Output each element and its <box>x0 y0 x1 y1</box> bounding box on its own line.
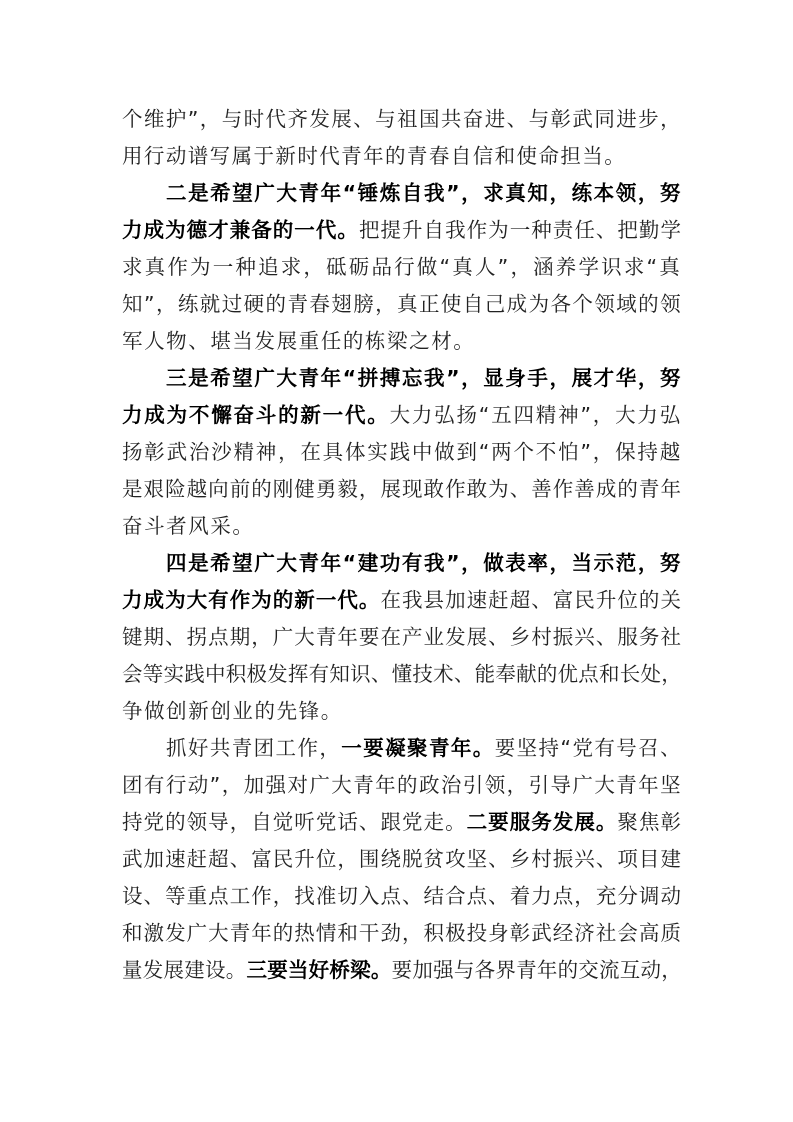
body-text: 大力弘扬“五四精神”，大力弘 <box>389 403 682 427</box>
text-line <box>122 360 682 397</box>
paragraph <box>122 730 682 989</box>
text-line <box>122 804 682 841</box>
body-text: 持党的领导，自觉听党话、跟党走。 <box>122 810 467 834</box>
text-line <box>122 138 682 175</box>
text-line <box>122 323 682 360</box>
body-text: 扬彰武治沙精神，在具体实践中做到“两个不怕”，保持越 <box>122 440 682 464</box>
bold-text: 四是希望广大青年“建功有我”，做表率，当示范，努 <box>166 551 682 575</box>
text-line <box>122 397 682 434</box>
body-text: 和激发广大青年的热情和干劲，积极投身彰武经济社会高质 <box>122 921 682 945</box>
text-line <box>122 878 682 915</box>
body-text: 个维护”，与时代齐发展、与祖国共奋进、与彰武同进步， <box>122 107 682 131</box>
text-line <box>122 175 682 212</box>
body-text: 把提升自我作为一种责任、把勤学 <box>358 218 683 242</box>
body-text: 量发展建设。 <box>122 958 247 982</box>
body-text: 武加速赶超、富民升位，围绕脱贫攻坚、乡村振兴、项目建 <box>122 847 682 871</box>
body-text: 在我县加速赶超、富民升位的关 <box>380 588 683 612</box>
text-line <box>122 656 682 693</box>
bold-text: 二要服务发展。 <box>466 810 618 834</box>
paragraph <box>122 101 682 175</box>
body-text: 会等实践中积极发挥有知识、懂技术、能奉献的优点和长处， <box>122 662 682 686</box>
body-text: 知”，练就过硬的青春翅膀，真正使自己成为各个领域的领 <box>122 292 682 316</box>
bold-text: 二是希望广大青年“锤炼自我”，求真知，练本领，努 <box>166 181 682 205</box>
bold-text: 三要当好桥梁。 <box>246 958 392 982</box>
text-line <box>122 582 682 619</box>
text-line <box>122 730 682 767</box>
body-text: 团有行动”，加强对广大青年的政治引领，引导广大青年坚 <box>122 773 682 797</box>
text-line <box>122 545 682 582</box>
text-line <box>122 508 682 545</box>
body-text: 聚焦彰 <box>617 810 683 834</box>
bold-text: 力成为大有作为的新一代。 <box>122 588 381 612</box>
bold-text: 力成为不懈奋斗的新一代。 <box>122 403 390 427</box>
body-text: 设、等重点工作，找准切入点、结合点、着力点，充分调动 <box>122 884 682 908</box>
bold-text: 力成为德才兼备的一代。 <box>122 218 359 242</box>
text-line <box>122 693 682 730</box>
body-text: 要加强与各界青年的交流互动， <box>391 958 683 982</box>
text-line <box>122 101 682 138</box>
document-page <box>122 101 682 989</box>
body-text: 用行动谱写属于新时代青年的青春自信和使命担当。 <box>122 144 627 168</box>
body-text: 抓好共青团工作， <box>166 736 342 760</box>
body-text: 是艰险越向前的刚健勇毅，展现敢作敢为、善作善成的青年 <box>122 477 682 501</box>
body-text: 争做创新创业的先锋。 <box>122 699 343 723</box>
body-text: 求真作为一种追求，砥砺品行做“真人”，涵养学识求“真 <box>122 255 682 279</box>
paragraph <box>122 545 682 730</box>
text-line <box>122 471 682 508</box>
text-line <box>122 212 682 249</box>
body-text: 奋斗者风采。 <box>122 514 255 538</box>
text-line <box>122 841 682 878</box>
text-line <box>122 952 682 989</box>
body-text: 要坚持“党有号召、 <box>494 736 683 760</box>
body-text: 军人物、堪当发展重任的栋梁之材。 <box>122 329 476 353</box>
paragraph <box>122 360 682 545</box>
text-line <box>122 619 682 656</box>
text-line <box>122 434 682 471</box>
bold-text: 一要凝聚青年。 <box>341 736 495 760</box>
text-line <box>122 286 682 323</box>
text-line <box>122 767 682 804</box>
paragraph <box>122 175 682 360</box>
text-line <box>122 249 682 286</box>
body-text: 键期、拐点期，广大青年要在产业发展、乡村振兴、服务社 <box>122 625 682 649</box>
text-line <box>122 915 682 952</box>
bold-text: 三是希望广大青年“拼搏忘我”，显身手，展才华，努 <box>166 366 682 390</box>
